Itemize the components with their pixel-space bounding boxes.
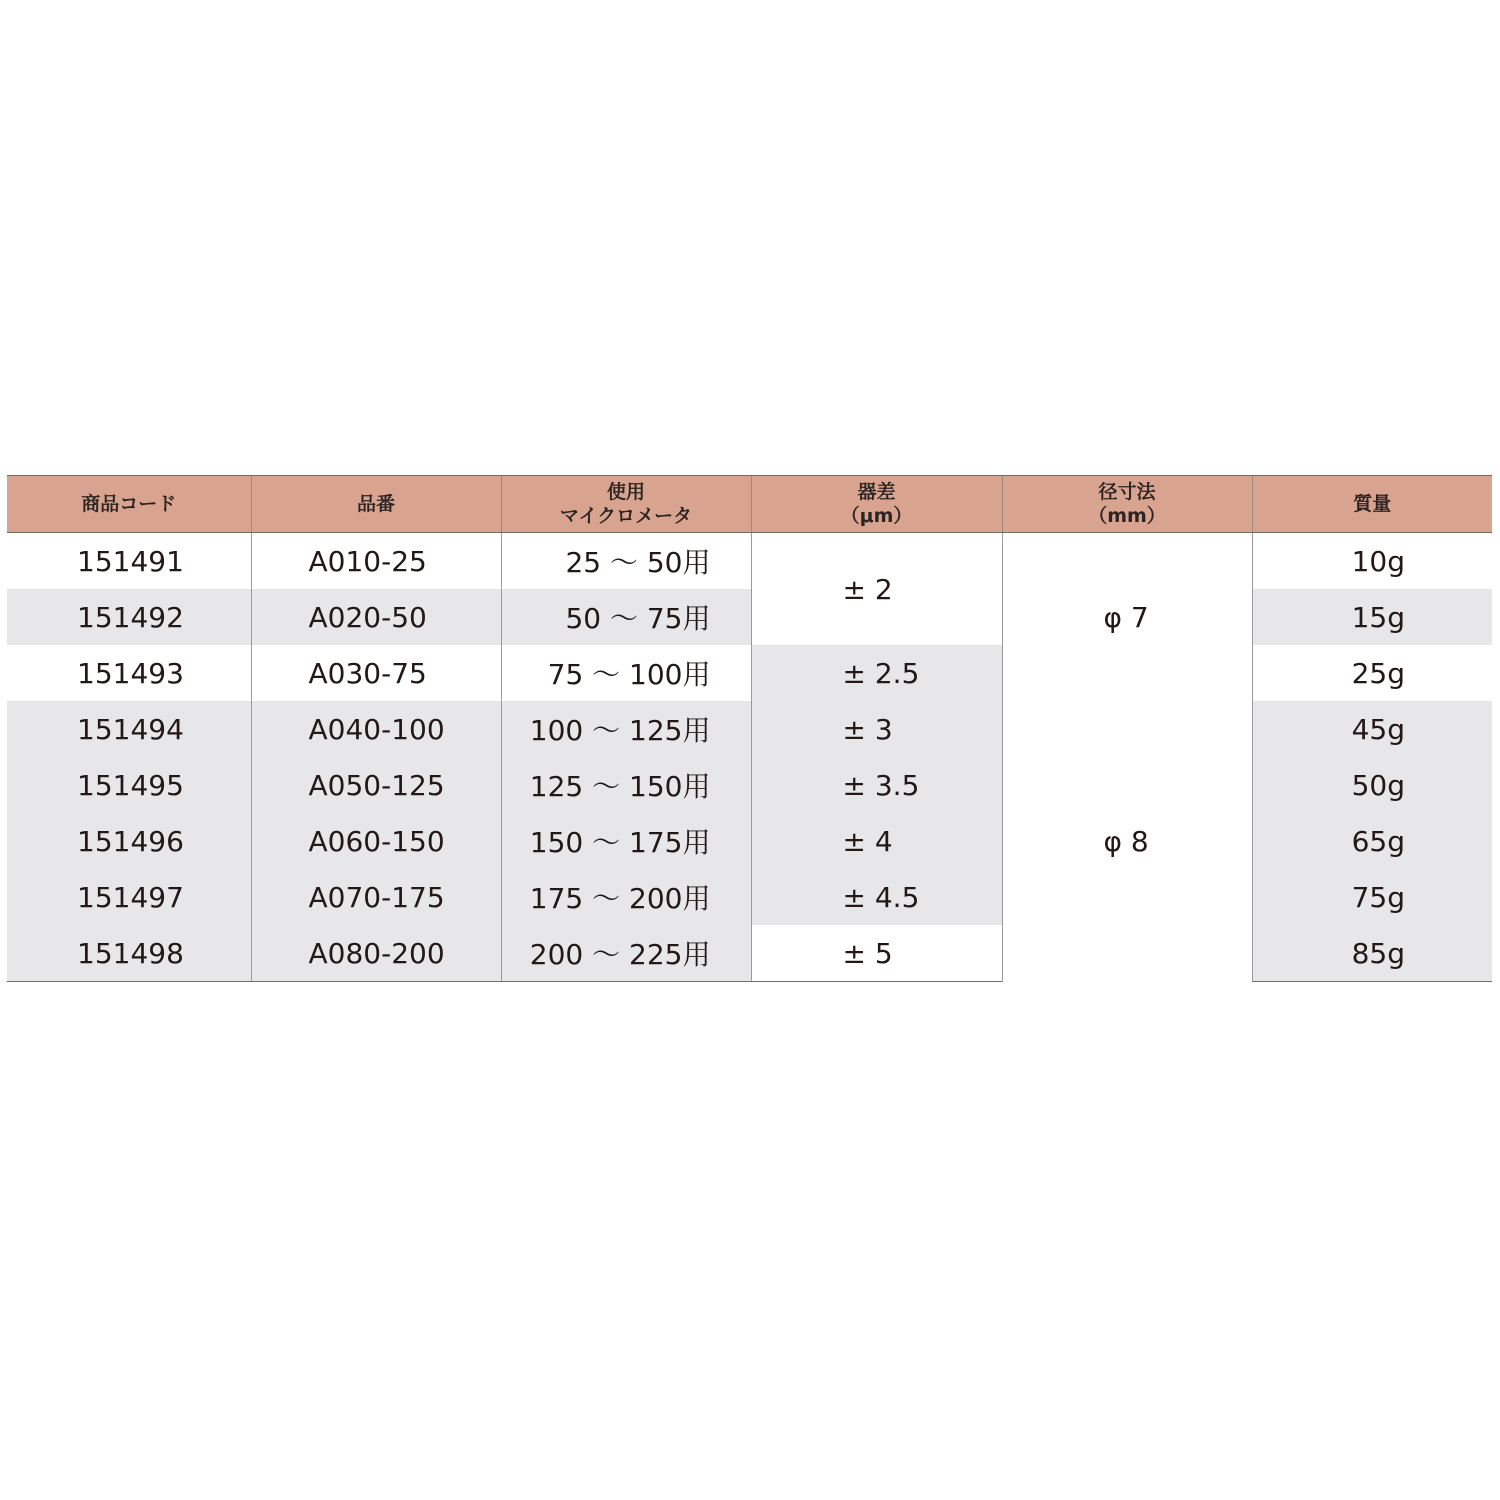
table-row bbox=[7, 813, 1492, 869]
part-number-cell: A030-75 bbox=[251, 645, 501, 701]
product-code-cell: 151495 bbox=[7, 757, 251, 813]
micrometer-range-cell: 50 ～ 75用 bbox=[501, 589, 751, 645]
header-part-number-label: 品番 bbox=[356, 493, 395, 515]
tolerance-cell: ± 4.5 bbox=[751, 869, 1002, 925]
tolerance-cell: ± 4 bbox=[751, 813, 1002, 869]
header-tolerance-line2: （μm） bbox=[840, 505, 913, 527]
product-code-cell: 151496 bbox=[7, 813, 251, 869]
tolerance-cell: ± 2 bbox=[751, 533, 1002, 646]
part-number-cell: A040-100 bbox=[251, 701, 501, 757]
diameter-cell: φ 7 bbox=[1002, 533, 1252, 702]
spec-table bbox=[7, 475, 1492, 982]
part-number-cell: A010-25 bbox=[251, 533, 501, 590]
mass-cell: 45g bbox=[1252, 701, 1492, 757]
micrometer-range-cell: 100 ～ 125用 bbox=[501, 701, 751, 757]
header-micrometer-line2: マイクロメータ bbox=[559, 505, 693, 527]
tolerance-cell: ± 5 bbox=[751, 925, 1002, 982]
mass-cell: 75g bbox=[1252, 869, 1492, 925]
mass-cell: 85g bbox=[1252, 925, 1492, 982]
part-number-cell: A080-200 bbox=[251, 925, 501, 982]
header-diameter bbox=[1002, 476, 1252, 533]
header-diameter-line1: 径寸法 bbox=[1098, 481, 1156, 503]
table-row bbox=[7, 925, 1492, 982]
mass-cell: 10g bbox=[1252, 533, 1492, 590]
header-product-code bbox=[7, 476, 251, 533]
table-row bbox=[7, 533, 1492, 590]
table-row bbox=[7, 589, 1492, 645]
product-code-cell: 151492 bbox=[7, 589, 251, 645]
micrometer-range-cell: 75 ～ 100用 bbox=[501, 645, 751, 701]
product-code-cell: 151494 bbox=[7, 701, 251, 757]
part-number-cell: A060-150 bbox=[251, 813, 501, 869]
micrometer-range-cell: 150 ～ 175用 bbox=[501, 813, 751, 869]
micrometer-range-cell: 200 ～ 225用 bbox=[501, 925, 751, 982]
mass-cell: 50g bbox=[1252, 757, 1492, 813]
header-micrometer bbox=[501, 476, 751, 533]
part-number-cell: A020-50 bbox=[251, 589, 501, 645]
diameter-cell: φ 8 bbox=[1002, 701, 1252, 982]
header-mass bbox=[1252, 476, 1492, 533]
table-row bbox=[7, 701, 1492, 757]
mass-cell: 15g bbox=[1252, 589, 1492, 645]
header-tolerance bbox=[751, 476, 1002, 533]
product-code-cell: 151493 bbox=[7, 645, 251, 701]
part-number-cell: A070-175 bbox=[251, 869, 501, 925]
micrometer-range-cell: 125 ～ 150用 bbox=[501, 757, 751, 813]
part-number-cell: A050-125 bbox=[251, 757, 501, 813]
tolerance-cell: ± 3 bbox=[751, 701, 1002, 757]
product-code-cell: 151498 bbox=[7, 925, 251, 982]
table-row bbox=[7, 645, 1492, 701]
header-diameter-line2: （mm） bbox=[1088, 505, 1166, 527]
tolerance-cell: ± 3.5 bbox=[751, 757, 1002, 813]
tolerance-cell: ± 2.5 bbox=[751, 645, 1002, 701]
header-tolerance-line1: 器差 bbox=[857, 481, 896, 503]
product-code-cell: 151491 bbox=[7, 533, 251, 590]
header-product-code-label: 商品コード bbox=[81, 493, 177, 515]
header-row bbox=[7, 476, 1492, 533]
micrometer-range-cell: 25 ～ 50用 bbox=[501, 533, 751, 590]
table-row bbox=[7, 757, 1492, 813]
micrometer-range-cell: 175 ～ 200用 bbox=[501, 869, 751, 925]
header-mass-label: 質量 bbox=[1353, 493, 1392, 515]
product-code-cell: 151497 bbox=[7, 869, 251, 925]
table-row bbox=[7, 869, 1492, 925]
mass-cell: 25g bbox=[1252, 645, 1492, 701]
header-part-number bbox=[251, 476, 501, 533]
header-micrometer-line1: 使用 bbox=[606, 481, 645, 503]
mass-cell: 65g bbox=[1252, 813, 1492, 869]
